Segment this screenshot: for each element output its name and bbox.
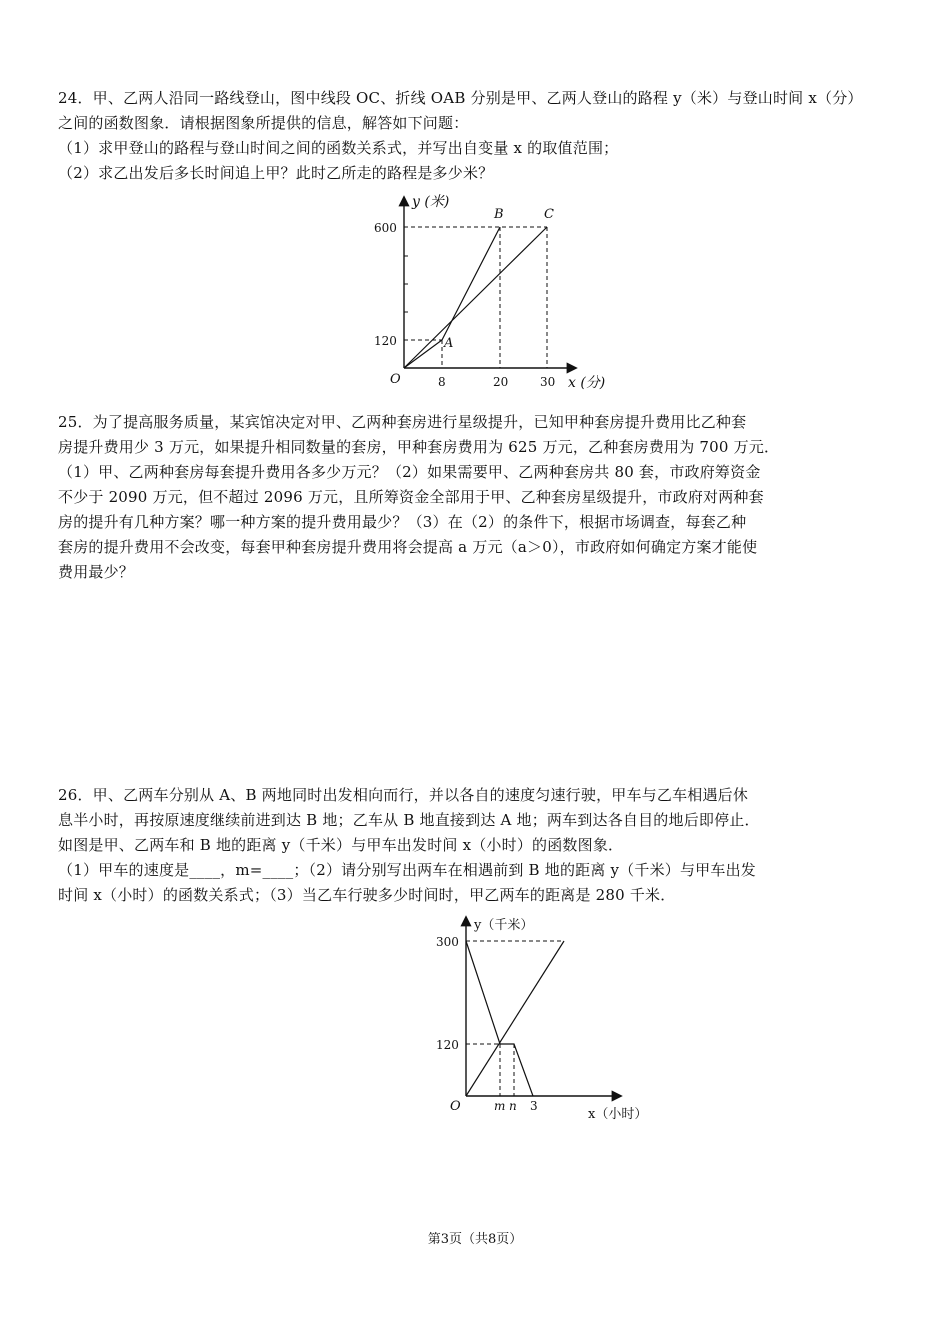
q26-origin: O (450, 1099, 461, 1114)
q26-tick-3: 3 (530, 1099, 538, 1113)
q26-x-label: x（小时） (588, 1107, 648, 1122)
q26-line-5: 时间 x（小时）的函数关系式；（3）当乙车行驶多少时间时，甲乙两车的距离是 280 千米． (58, 886, 676, 904)
q26-line-yi (466, 941, 564, 1096)
q26-y-label: y（千米） (474, 918, 534, 933)
q25-line-7: 费用最少？ (58, 563, 135, 581)
q26-graph (430, 912, 670, 1127)
q26-tick-120: 120 (436, 1038, 459, 1052)
q24-x-label: x (分) (568, 375, 606, 391)
q24-point-B: B (494, 207, 504, 222)
q24-line-OC (404, 227, 547, 368)
q24-tick-8: 8 (438, 375, 446, 389)
q24-tick-120: 120 (374, 334, 397, 348)
q25-line-3: （1）甲、乙两种套房每套提升费用各多少万元？（2）如果需要甲、乙两种套房共 80 套，市政府筹资金 (58, 463, 761, 481)
q26-line-3: 如图是甲、乙两车和 B 地的距离 y（千米）与甲车出发时间 x（小时）的函数图象． (58, 836, 624, 854)
q24-tick-30: 30 (540, 375, 556, 389)
q24-line-2: 之间的函数图象．请根据图象所提供的信息，解答如下问题： (58, 114, 469, 132)
page-footer: 第3页（共8页） (427, 1232, 523, 1247)
q25-line-4: 不少于 2090 万元，但不超过 2096 万元，且所筹资金全部用于甲、乙种套房星级提升，市政府对两种套 (58, 488, 764, 506)
q24-line-3: （1）求甲登山的路程与登山时间之间的函数关系式，并写出自变量 x 的取值范围； (58, 139, 619, 157)
q25-line-2: 房提升费用少 3 万元，如果提升相同数量的套房，甲种套房费用为 625 万元，乙种套房费用为 700 万元． (58, 438, 780, 456)
q26-tick-m: m (494, 1099, 506, 1113)
q24-point-A: A (444, 336, 454, 351)
q25-line-6: 套房的提升费用不会改变，每套甲种套房提升费用将会提高 a 万元（a＞0），市政府如何确定方案才能使 (58, 538, 758, 556)
q24-tick-600: 600 (374, 221, 397, 235)
q24-graph (360, 190, 620, 395)
q26-line-2: 息半小时，再按原速度继续前进到达 B 地；乙车从 B 地直接到达 A 地；两车到达各自目的地后即停止． (58, 811, 760, 829)
q26-line-1: 26．甲、乙两车分别从 A、B 两地同时出发相向而行，并以各自的速度匀速行驶，甲车与乙车相遇后休 (58, 786, 749, 804)
q24-origin: O (390, 372, 401, 387)
q26-tick-n: n (509, 1099, 517, 1113)
q25-line-1: 25．为了提高服务质量，某宾馆决定对甲、乙两种套房进行星级提升，已知甲种套房提升费用比乙种套 (58, 413, 747, 431)
q26-tick-300: 300 (436, 935, 459, 949)
q24-tick-20: 20 (493, 375, 509, 389)
q24-line-1: 24．甲、乙两人沿同一路线登山，图中线段 OC、折线 OAB 分别是甲、乙两人登山的路程 y（米）与登山时间 x（分） (58, 89, 863, 107)
q24-line-4: （2）求乙出发后多长时间追上甲？此时乙所走的路程是多少米？ (58, 164, 494, 182)
q24-point-C: C (544, 207, 554, 222)
q26-line-4: （1）甲车的速度是____，m=____；（2）请分别写出两车在相遇前到 B 地的距离 y（千米）与甲车出发 (58, 861, 756, 879)
q24-y-label: y (米) (412, 194, 450, 210)
q25-line-5: 房的提升有几种方案？哪一种方案的提升费用最少？（3）在（2）的条件下，根据市场调查，每套乙种 (58, 513, 747, 531)
